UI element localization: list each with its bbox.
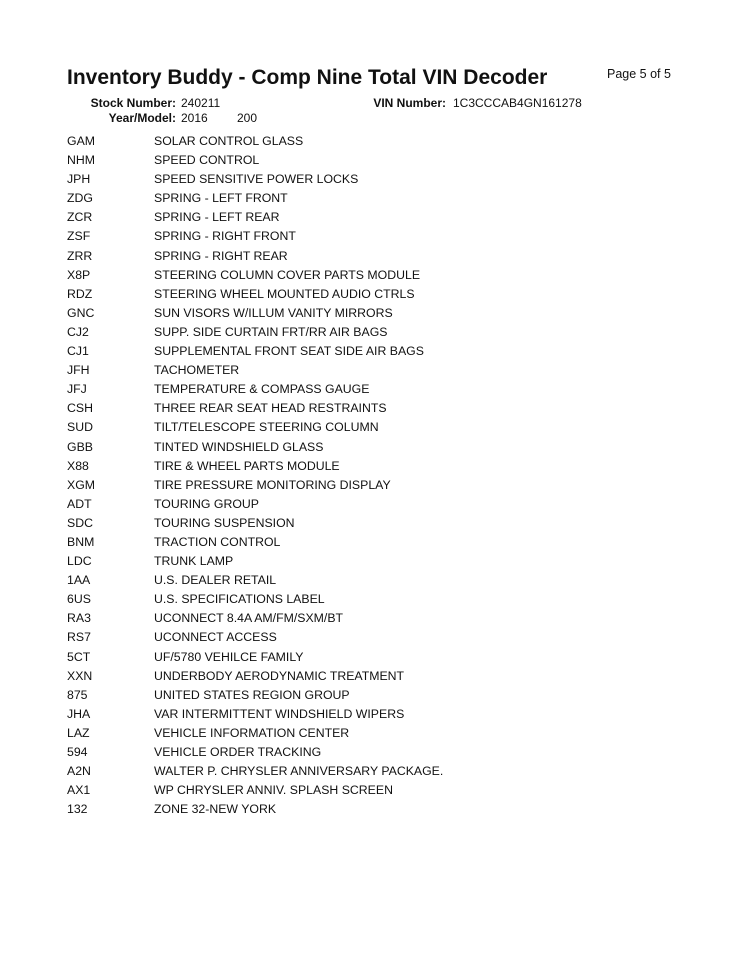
- option-row: [0, 342, 742, 361]
- option-description: TEMPERATURE & COMPASS GAUGE: [154, 382, 370, 397]
- option-row: [0, 495, 742, 514]
- year-value: 2016: [181, 111, 208, 125]
- option-row: [0, 304, 742, 323]
- stock-number-label: Stock Number:: [90, 96, 176, 110]
- option-description: WP CHRYSLER ANNIV. SPLASH SCREEN: [154, 783, 393, 798]
- option-row: [0, 399, 742, 418]
- option-code: JPH: [67, 172, 91, 187]
- stock-vin-row: [0, 96, 742, 112]
- option-row: [0, 266, 742, 285]
- option-row: [0, 418, 742, 437]
- option-code: 132: [67, 802, 88, 817]
- option-code: GNC: [67, 305, 95, 320]
- option-code: XGM: [67, 477, 96, 492]
- option-description: UCONNECT ACCESS: [154, 630, 277, 645]
- option-row: [0, 628, 742, 647]
- vin-label: VIN Number:: [373, 96, 446, 110]
- option-code: ZRR: [67, 248, 93, 263]
- option-row: [0, 208, 742, 227]
- option-code: GBB: [67, 439, 93, 454]
- option-row: [0, 227, 742, 246]
- option-code: ZDG: [67, 191, 93, 206]
- option-description: SPEED CONTROL: [154, 153, 260, 168]
- option-code: NHM: [67, 153, 96, 168]
- option-row: [0, 781, 742, 800]
- option-description: STEERING WHEEL MOUNTED AUDIO CTRLS: [154, 286, 415, 301]
- option-description: SPRING - RIGHT FRONT: [154, 229, 296, 244]
- option-row: [0, 323, 742, 342]
- option-row: [0, 189, 742, 208]
- option-code: CSH: [67, 401, 93, 416]
- stock-number-value: 240211: [181, 96, 221, 110]
- option-code: JFJ: [67, 382, 87, 397]
- option-row: [0, 438, 742, 457]
- option-row: [0, 552, 742, 571]
- option-row: [0, 648, 742, 667]
- year-model-label: Year/Model:: [108, 111, 176, 125]
- option-description: SPRING - RIGHT REAR: [154, 248, 288, 263]
- option-row: [0, 724, 742, 743]
- option-description: UNITED STATES REGION GROUP: [154, 687, 350, 702]
- model-value: 200: [237, 111, 258, 125]
- option-description: UF/5780 VEHILCE FAMILY: [154, 649, 304, 664]
- option-description: TOURING SUSPENSION: [154, 515, 295, 530]
- options-list: [0, 132, 742, 819]
- option-code: 875: [67, 687, 88, 702]
- option-description: UCONNECT 8.4A AM/FM/SXM/BT: [154, 611, 344, 626]
- option-code: BNM: [67, 534, 95, 549]
- option-row: [0, 457, 742, 476]
- option-row: [0, 285, 742, 304]
- option-row: [0, 686, 742, 705]
- option-code: 594: [67, 745, 88, 759]
- option-description: STEERING COLUMN COVER PARTS MODULE: [154, 267, 421, 282]
- option-row: [0, 533, 742, 552]
- option-description: SUPP. SIDE CURTAIN FRT/RR AIR BAGS: [154, 324, 388, 339]
- option-description: SPRING - LEFT REAR: [154, 210, 280, 225]
- vin-value: 1C3CCCAB4GN161278: [453, 96, 582, 110]
- option-description: SUN VISORS W/ILLUM VANITY MIRRORS: [154, 305, 393, 320]
- option-row: [0, 800, 742, 819]
- option-description: TRUNK LAMP: [154, 554, 234, 569]
- option-description: UNDERBODY AERODYNAMIC TREATMENT: [154, 668, 405, 683]
- page-number: Page 5 of 5: [607, 67, 671, 81]
- option-row: [0, 247, 742, 266]
- option-description: TOURING GROUP: [154, 496, 259, 511]
- option-code: X88: [67, 458, 89, 473]
- option-row: [0, 170, 742, 189]
- document-title: Inventory Buddy - Comp Nine Total VIN Decoder: [67, 66, 548, 89]
- option-code: 1AA: [67, 573, 91, 588]
- option-description: SPRING - LEFT FRONT: [154, 191, 288, 206]
- option-description: ZONE 32-NEW YORK: [154, 802, 277, 817]
- option-code: XXN: [67, 668, 93, 683]
- option-code: JFH: [67, 363, 90, 378]
- option-row: [0, 743, 742, 762]
- option-code: RS7: [67, 630, 91, 645]
- option-code: AX1: [67, 783, 91, 798]
- option-row: [0, 667, 742, 686]
- year-model-row: [0, 111, 742, 127]
- option-code: ADT: [67, 496, 92, 511]
- option-code: ZSF: [67, 229, 91, 244]
- option-description: U.S. SPECIFICATIONS LABEL: [154, 592, 325, 607]
- option-row: [0, 361, 742, 380]
- option-row: [0, 609, 742, 628]
- option-description: VEHICLE ORDER TRACKING: [154, 745, 322, 759]
- option-row: [0, 762, 742, 781]
- option-description: TILT/TELESCOPE STEERING COLUMN: [154, 420, 379, 435]
- option-description: WALTER P. CHRYSLER ANNIVERSARY PACKAGE.: [154, 764, 444, 779]
- option-description: TIRE PRESSURE MONITORING DISPLAY: [154, 477, 391, 492]
- option-row: [0, 705, 742, 724]
- option-code: RA3: [67, 611, 91, 626]
- option-description: SOLAR CONTROL GLASS: [154, 134, 304, 148]
- option-code: A2N: [67, 764, 91, 779]
- option-code: CJ2: [67, 324, 89, 339]
- option-code: ZCR: [67, 210, 93, 225]
- option-description: VEHICLE INFORMATION CENTER: [154, 725, 350, 740]
- option-description: TRACTION CONTROL: [154, 534, 281, 549]
- option-description: VAR INTERMITTENT WINDSHIELD WIPERS: [154, 706, 405, 721]
- option-description: SUPPLEMENTAL FRONT SEAT SIDE AIR BAGS: [154, 344, 424, 359]
- option-code: LAZ: [67, 725, 90, 740]
- option-row: [0, 132, 742, 151]
- option-description: TIRE & WHEEL PARTS MODULE: [154, 458, 340, 473]
- option-description: THREE REAR SEAT HEAD RESTRAINTS: [154, 401, 387, 416]
- option-description: TINTED WINDSHIELD GLASS: [154, 439, 324, 454]
- option-code: X8P: [67, 267, 91, 282]
- option-row: [0, 476, 742, 495]
- option-code: JHA: [67, 706, 91, 721]
- option-row: [0, 151, 742, 170]
- option-description: U.S. DEALER RETAIL: [154, 573, 277, 588]
- option-code: 5CT: [67, 649, 91, 664]
- option-code: CJ1: [67, 344, 89, 359]
- option-row: [0, 571, 742, 590]
- option-code: 6US: [67, 592, 91, 607]
- option-row: [0, 590, 742, 609]
- option-description: SPEED SENSITIVE POWER LOCKS: [154, 172, 359, 187]
- option-description: TACHOMETER: [154, 363, 240, 378]
- option-code: SDC: [67, 515, 93, 530]
- option-code: GAM: [67, 134, 96, 148]
- option-code: LDC: [67, 554, 92, 569]
- option-row: [0, 380, 742, 399]
- option-code: SUD: [67, 420, 93, 435]
- option-row: [0, 514, 742, 533]
- option-code: RDZ: [67, 286, 93, 301]
